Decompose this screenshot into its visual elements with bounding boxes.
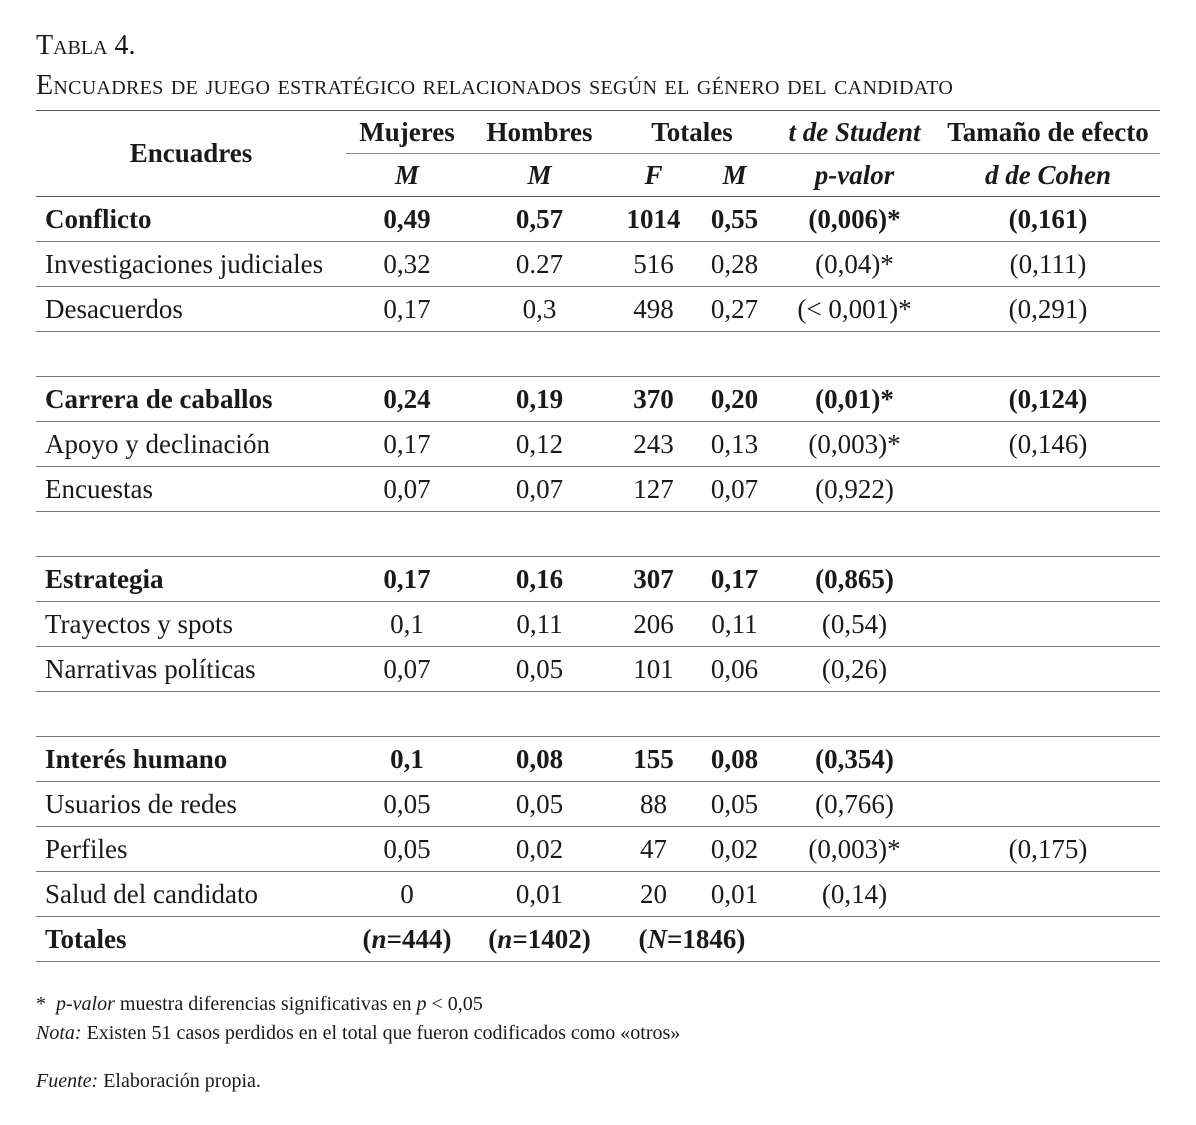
cell-hombres-m: 0,12 (468, 422, 611, 467)
group-spacer (36, 692, 1160, 737)
cell-totales-m: 0,27 (696, 287, 773, 332)
cell-totales-m: 0,28 (696, 242, 773, 287)
cell-hombres-m: 0.27 (468, 242, 611, 287)
spacer-cell (696, 332, 773, 377)
cell-d-cohen (936, 647, 1160, 692)
totals-row (36, 917, 1160, 962)
cell-mujeres-m: 0,49 (346, 197, 468, 242)
cell-p-valor: (0,922) (773, 467, 936, 512)
cell-p-valor: (0,14) (773, 872, 936, 917)
spacer-cell (936, 332, 1160, 377)
cell-totales-m: 0,08 (696, 737, 773, 782)
cell-hombres-m: 0,02 (468, 827, 611, 872)
spacer-cell (36, 512, 346, 557)
cell-total-hombres (468, 917, 611, 962)
cell-p-valor: (0,54) (773, 602, 936, 647)
significance-note (36, 990, 680, 1019)
cell-p-valor: (0,003)* (773, 827, 936, 872)
header-d-cohen: d de Cohen (936, 154, 1160, 197)
cell-total-general-open: ( (638, 923, 648, 954)
spacer-cell (936, 692, 1160, 737)
cell-total-mujeres-rest: =444) (386, 923, 452, 954)
table-row (36, 242, 1160, 287)
cell-mujeres-m: 0,17 (346, 557, 468, 602)
cell-totales-m: 0,05 (696, 782, 773, 827)
spacer-cell (773, 512, 936, 557)
cell-totales-m: 0,55 (696, 197, 773, 242)
cell-row-label: Desacuerdos (36, 287, 346, 332)
cell-hombres-m: 0,07 (468, 467, 611, 512)
nota-line (36, 1019, 680, 1048)
cell-total-general (611, 917, 773, 962)
header-t-student: t de Student (773, 111, 936, 154)
cell-totales-f: 20 (611, 872, 696, 917)
cell-hombres-m: 0,19 (468, 377, 611, 422)
category-row (36, 557, 1160, 602)
cell-mujeres-m: 0,17 (346, 287, 468, 332)
cell-d-cohen (936, 557, 1160, 602)
table-row (36, 602, 1160, 647)
group-spacer (36, 332, 1160, 377)
cell-totales-f: 101 (611, 647, 696, 692)
cell-mujeres-m: 0,1 (346, 602, 468, 647)
table-body (36, 197, 1160, 962)
cell-hombres-m: 0,05 (468, 782, 611, 827)
header-p-valor: p-valor (773, 154, 936, 197)
cell-d-cohen: (0,124) (936, 377, 1160, 422)
cell-d-cohen (936, 737, 1160, 782)
table-label: Tabla 4. (36, 30, 136, 61)
spacer-cell (36, 692, 346, 737)
cell-totales-m: 0,07 (696, 467, 773, 512)
spacer-cell (346, 332, 468, 377)
category-row (36, 377, 1160, 422)
header-f-totales: F (611, 154, 696, 197)
cell-totales-m: 0,11 (696, 602, 773, 647)
spacer-cell (611, 512, 696, 557)
cell-d-cohen (936, 872, 1160, 917)
fuente-text: Elaboración propia. (103, 1070, 261, 1092)
data-table (36, 110, 1160, 962)
cell-d-cohen (936, 467, 1160, 512)
cell-mujeres-m: 0,17 (346, 422, 468, 467)
table-row (36, 782, 1160, 827)
cell-hombres-m: 0,16 (468, 557, 611, 602)
cell-mujeres-m: 0,07 (346, 467, 468, 512)
cell-hombres-m: 0,01 (468, 872, 611, 917)
group-spacer (36, 512, 1160, 557)
cell-row-label: Conflicto (36, 197, 346, 242)
cell-mujeres-m: 0,24 (346, 377, 468, 422)
table-title: Encuadres de juego estratégico relacionados según el género del candidato (36, 70, 954, 101)
cell-d-cohen: (0,161) (936, 197, 1160, 242)
nota-text: Existen 51 casos perdidos en el total que fueron codificados como «otros» (86, 1022, 681, 1044)
spacer-cell (936, 512, 1160, 557)
spacer-cell (346, 692, 468, 737)
category-row (36, 197, 1160, 242)
table-row (36, 467, 1160, 512)
cell-row-label: Perfiles (36, 827, 346, 872)
cell-total-mujeres-var: n (371, 923, 387, 954)
cell-row-label: Apoyo y declinación (36, 422, 346, 467)
cell-mujeres-m: 0,05 (346, 782, 468, 827)
cell-totales-m: 0,02 (696, 827, 773, 872)
cell-total-general-rest: =1846) (667, 923, 746, 954)
cell-row-label: Narrativas políticas (36, 647, 346, 692)
cell-d-cohen (936, 602, 1160, 647)
cell-p-valor: (0,01)* (773, 377, 936, 422)
cell-totales-m: 0,01 (696, 872, 773, 917)
header-encuadres: Encuadres (36, 111, 346, 197)
note-sig-tail: < 0,05 (431, 993, 483, 1015)
header-totales: Totales (611, 111, 773, 154)
table-row (36, 422, 1160, 467)
table-row (36, 287, 1160, 332)
cell-totales-f: 155 (611, 737, 696, 782)
cell-row-label: Totales (36, 917, 346, 962)
cell-d-cohen: (0,111) (936, 242, 1160, 287)
cell-hombres-m: 0,11 (468, 602, 611, 647)
cell-mujeres-m: 0,05 (346, 827, 468, 872)
cell-total-hombres-rest: =1402) (512, 923, 591, 954)
note-p: p (416, 993, 427, 1015)
cell-total-general-var: N (647, 923, 668, 954)
cell-d-cohen: (0,175) (936, 827, 1160, 872)
source-line (36, 1070, 261, 1093)
note-sig-text: muestra diferencias significativas en (119, 993, 412, 1015)
cell-hombres-m: 0,05 (468, 647, 611, 692)
spacer-cell (773, 692, 936, 737)
cell-hombres-m: 0,08 (468, 737, 611, 782)
cell-hombres-m: 0,3 (468, 287, 611, 332)
cell-totales-f: 370 (611, 377, 696, 422)
cell-row-label: Estrategia (36, 557, 346, 602)
cell-totales-f: 498 (611, 287, 696, 332)
spacer-cell (346, 512, 468, 557)
spacer-cell (611, 332, 696, 377)
note-pvalor: p-valor (56, 993, 115, 1015)
cell-totales-m: 0,13 (696, 422, 773, 467)
nota-label: Nota: (36, 1022, 82, 1044)
empty-cell (936, 917, 1160, 962)
cell-total-hombres-open: ( (488, 923, 498, 954)
cell-row-label: Carrera de caballos (36, 377, 346, 422)
cell-d-cohen: (0,146) (936, 422, 1160, 467)
spacer-cell (36, 332, 346, 377)
table-row (36, 872, 1160, 917)
cell-total-mujeres (346, 917, 468, 962)
header-m-hombres: M (468, 154, 611, 197)
spacer-cell (696, 692, 773, 737)
cell-hombres-m: 0,57 (468, 197, 611, 242)
table-row (36, 647, 1160, 692)
cell-totales-f: 47 (611, 827, 696, 872)
cell-totales-m: 0,17 (696, 557, 773, 602)
spacer-cell (696, 512, 773, 557)
table-notes (36, 990, 680, 1048)
cell-p-valor: (0,865) (773, 557, 936, 602)
cell-mujeres-m: 0,32 (346, 242, 468, 287)
cell-row-label: Encuestas (36, 467, 346, 512)
cell-row-label: Usuarios de redes (36, 782, 346, 827)
cell-totales-f: 243 (611, 422, 696, 467)
cell-totales-m: 0,06 (696, 647, 773, 692)
cell-totales-f: 1014 (611, 197, 696, 242)
empty-cell (773, 917, 936, 962)
fuente-label: Fuente: (36, 1070, 99, 1092)
cell-total-mujeres-open: ( (362, 923, 372, 954)
spacer-cell (468, 332, 611, 377)
cell-totales-f: 88 (611, 782, 696, 827)
cell-d-cohen (936, 782, 1160, 827)
header-m-totales: M (696, 154, 773, 197)
cell-totales-f: 127 (611, 467, 696, 512)
asterisk: * (36, 993, 46, 1015)
cell-row-label: Interés humano (36, 737, 346, 782)
cell-p-valor: (0,766) (773, 782, 936, 827)
header-tamano-efecto: Tamaño de efecto (936, 111, 1160, 154)
cell-totales-m: 0,20 (696, 377, 773, 422)
cell-p-valor: (0,04)* (773, 242, 936, 287)
cell-d-cohen: (0,291) (936, 287, 1160, 332)
cell-p-valor: (0,26) (773, 647, 936, 692)
cell-p-valor: (0,003)* (773, 422, 936, 467)
cell-mujeres-m: 0,1 (346, 737, 468, 782)
category-row (36, 737, 1160, 782)
cell-p-valor: (< 0,001)* (773, 287, 936, 332)
cell-mujeres-m: 0 (346, 872, 468, 917)
cell-p-valor: (0,006)* (773, 197, 936, 242)
spacer-cell (468, 512, 611, 557)
cell-row-label: Trayectos y spots (36, 602, 346, 647)
cell-row-label: Investigaciones judiciales (36, 242, 346, 287)
spacer-cell (773, 332, 936, 377)
cell-total-hombres-var: n (497, 923, 513, 954)
cell-row-label: Salud del candidato (36, 872, 346, 917)
header-mujeres: Mujeres (346, 111, 468, 154)
spacer-cell (468, 692, 611, 737)
spacer-cell (611, 692, 696, 737)
table-row (36, 827, 1160, 872)
header-hombres: Hombres (468, 111, 611, 154)
cell-p-valor: (0,354) (773, 737, 936, 782)
header-m-mujeres: M (346, 154, 468, 197)
cell-totales-f: 307 (611, 557, 696, 602)
cell-totales-f: 206 (611, 602, 696, 647)
cell-mujeres-m: 0,07 (346, 647, 468, 692)
cell-totales-f: 516 (611, 242, 696, 287)
